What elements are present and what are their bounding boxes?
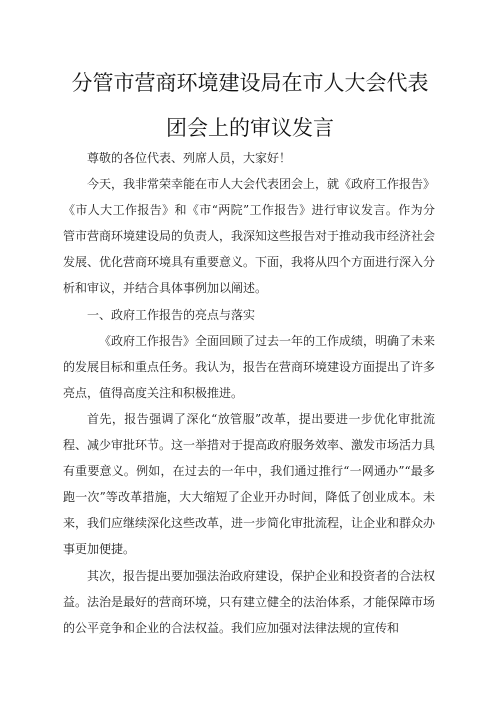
paragraph-1-body: 《市人大工作报告》和《市“两院”工作报告》进行审议发言。作为分管市营商环境建设局的负责人，我深知这些报告对于推动我市经济社会发展、优化营商环境具有重要意义。下面，我将从四个方面进行深入分析和审议，并结合具体事例加以阐述。 <box>63 203 436 296</box>
document-body <box>63 145 435 641</box>
paragraph-1-first-line: 今天，我非常荣幸能在市人大会代表团会上，就《政府工作报告》 <box>87 177 436 192</box>
document-title-line-1: 分管市营商环境建设局在市人大会代表 <box>71 71 429 95</box>
section-heading-1: 一、政府工作报告的亮点与落实 <box>87 307 256 322</box>
document-title-line-2: 团会上的审议发言 <box>166 116 334 140</box>
greeting-paragraph: 尊敬的各位代表、列席人员，大家好！ <box>87 151 292 165</box>
paragraph-3: 首先，报告强调了深化“放管服”改革，提出要进一步优化审批流程、减少审批环节。这一举措对于提高政府服务效率、激发市场活力具有重要意义。例如，在过去的一年中，我们通过推行“一网通办”“最多跑一次”等改革措施，大大缩短了企业开办时间，降低了创业成本。未来，我们应继续深化这些改革，进一步简化审批流程，让企业和群众办事更加便捷。 <box>63 411 436 557</box>
paragraph-4: 其次，报告提出要加强法治政府建设，保护企业和投资者的合法权益。法治是最好的营商环境，只有建立健全的法治体系，才能保障市场的公平竞争和企业的合法权益。我们应加强对法律法规的宣传和 <box>63 568 436 635</box>
paragraph-2: 《政府工作报告》全面回顾了过去一年的工作成绩，明确了未来的发展目标和重点任务。我认为，报告在营商环境建设方面提出了许多亮点，值得高度关注和积极推进。 <box>63 333 436 400</box>
